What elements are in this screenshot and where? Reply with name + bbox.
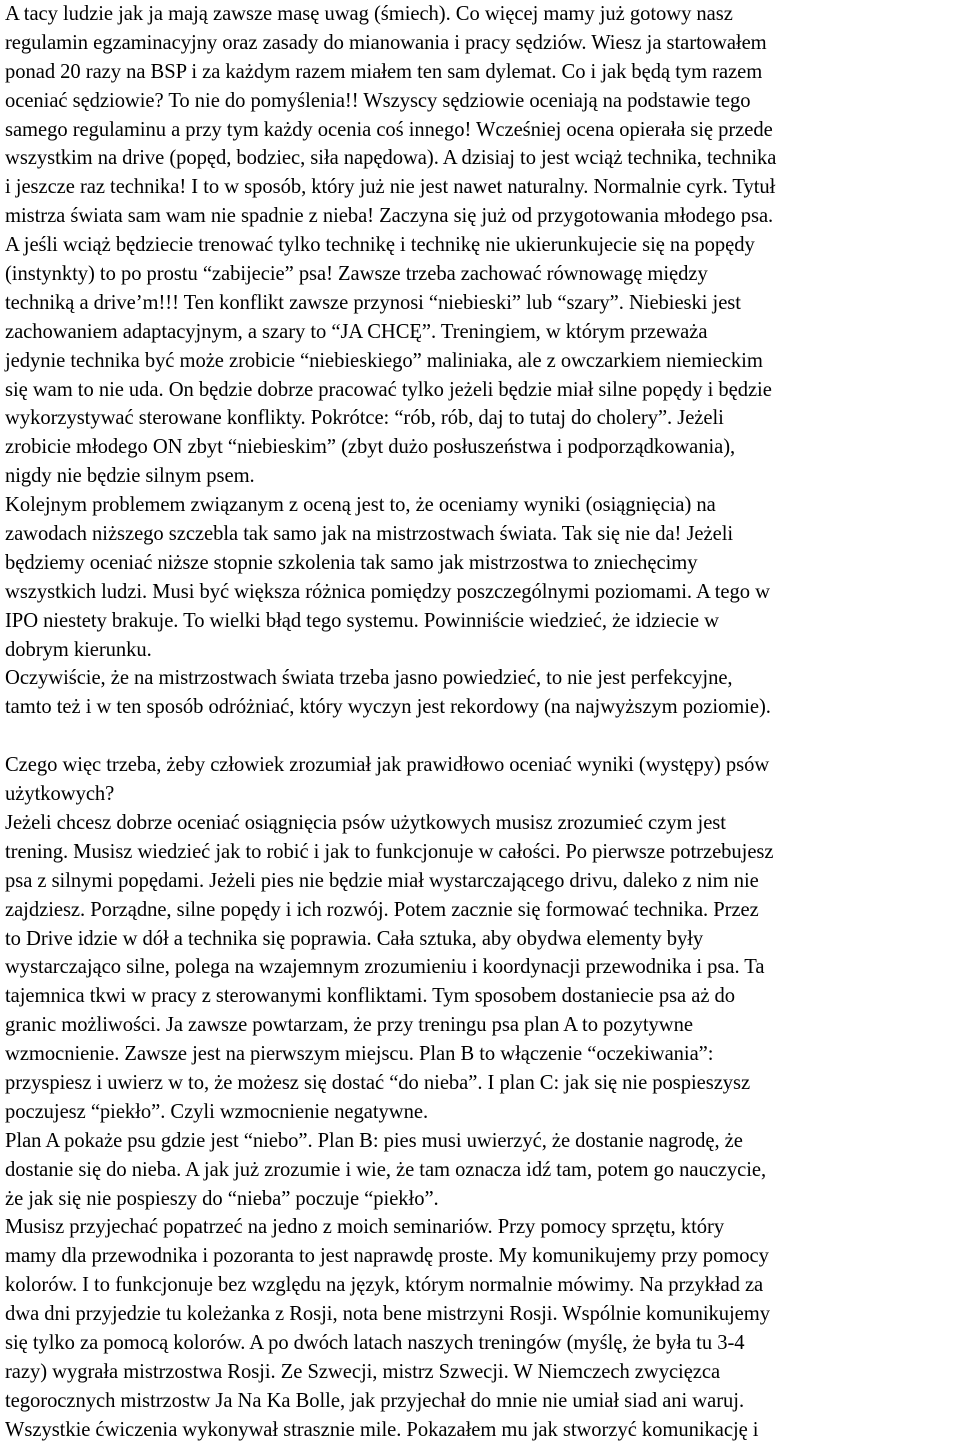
text-line: wszystkich ludzi. Musi być większa różnica pomiędzy poszczególnymi poziomami. A tego w	[5, 580, 770, 603]
text-line: techniką a drive’m!!! Ten konflikt zawsze przynosi “niebieski” lub “szary”. Niebieski jest	[5, 291, 741, 314]
paragraph	[5, 0, 957, 491]
text-line: to Drive idzie w dół a technika się poprawia. Cała sztuka, aby obydwa elementy były	[5, 927, 704, 950]
text-line: wystarczająco silne, polega na wzajemnym zrozumieniu i koordynacji przewodnika i psa. Ta	[5, 956, 765, 979]
blank-line	[5, 722, 957, 751]
paragraph	[5, 809, 957, 1127]
text-line: dobrym kierunku.	[5, 638, 152, 661]
text-line: tamto też i w ten sposób odróżniać, który wyczyn jest rekordowy (na najwyższym poziomie).	[5, 696, 771, 719]
text-line: Plan A pokaże psu gdzie jest “niebo”. Plan B: pies musi uwierzyć, że dostanie nagrodę, że	[5, 1129, 743, 1152]
text-line: zrobicie młodego ON zbyt “niebieskim” (zbyt dużo posłuszeństwa i podporządkowania),	[5, 436, 736, 459]
text-line: oceniać sędziowie? To nie do pomyślenia!! Wszyscy sędziowie oceniają na podstawie tego	[5, 89, 751, 112]
text-line: mistrza świata sam wam nie spadnie z nieba! Zaczyna się już od przygotowania młodego psa.	[5, 205, 774, 228]
paragraph	[5, 1213, 957, 1444]
text-line: użytkowych?	[5, 783, 115, 806]
text-line: się wam to nie uda. On będzie dobrze pracować tylko jeżeli będzie miał silne popędy i będzie	[5, 378, 772, 401]
text-line: psa z silnymi popędami. Jeżeli pies nie będzie miał wystarczającego drivu, daleko z nim nie	[5, 869, 759, 892]
text-line: kolorów. I to funkcjonuje bez względu na język, którym normalnie mówimy. Na przykład za	[5, 1274, 764, 1297]
text-line: A tacy ludzie jak ja mają zawsze masę uwag (śmiech). Co więcej mamy już gotowy nasz	[5, 3, 733, 25]
text-line: że jak się nie pospieszy do “nieba” poczuje “piekło”.	[5, 1187, 439, 1210]
text-line: wykorzystywać sterowane konflikty. Pokrótce: “rób, rób, daj to tutaj do cholery”. Jeżeli	[5, 407, 724, 430]
text-line: tajemnica tkwi w pracy z sterowanymi konfliktami. Tym sposobem dostaniecie psa aż do	[5, 985, 736, 1008]
text-line: Czego więc trzeba, żeby człowiek zrozumiał jak prawidłowo oceniać wyniki (występy) psów	[5, 754, 770, 777]
paragraph	[5, 664, 957, 722]
text-line: Oczywiście, że na mistrzostwach świata trzeba jasno powiedzieć, to nie jest perfekcyjne,	[5, 667, 733, 690]
text-line: się tylko za pomocą kolorów. A po dwóch latach naszych treningów (myślę, że była tu 3-4	[5, 1331, 745, 1354]
paragraph	[5, 751, 957, 809]
text-line: (instynkty) to po prostu “zabijecie” psa! Zawsze trzeba zachować równowagę między	[5, 263, 708, 286]
document-page	[5, 0, 957, 1445]
text-line: jedynie technika być może zrobicie “niebieskiego” maliniaka, ale z owczarkiem niemieckim	[5, 349, 763, 372]
text-line: trening. Musisz wiedzieć jak to robić i jak to funkcjonuje w całości. Po pierwsze potrzebujesz	[5, 840, 774, 863]
text-line: nigdy nie będzie silnym psem.	[5, 465, 255, 488]
text-line: ponad 20 razy na BSP i za każdym razem miałem ten sam dylemat. Co i jak będą tym razem	[5, 60, 763, 83]
text-line: wszystkim na drive (popęd, bodziec, siła napędowa). A dzisiaj to jest wciąż technika, technika	[5, 147, 777, 170]
text-line: będziemy oceniać niższe stopnie szkolenia tak samo jak mistrzostwa to zniechęcimy	[5, 551, 698, 574]
paragraph	[5, 1127, 957, 1214]
text-line: dostanie się do nieba. A jak już zrozumie i wie, że tam oznacza idź tam, potem go nauczycie,	[5, 1158, 767, 1181]
text-line: poczujesz “piekło”. Czyli wzmocnienie negatywne.	[5, 1100, 429, 1123]
text-line: Jeżeli chcesz dobrze oceniać osiągnięcia psów użytkowych musisz zrozumieć czym jest	[5, 811, 726, 834]
text-line: IPO niestety brakuje. To wielki błąd tego systemu. Powinniście wiedzieć, że idziecie w	[5, 609, 719, 632]
text-line: tegorocznych mistrzostw Ja Na Ka Bolle, jak przyjechał do mnie nie umiał siad ani waruj.	[5, 1389, 745, 1412]
paragraph	[5, 491, 957, 664]
text-line: mamy dla przewodnika i pozoranta to jest naprawdę proste. My komunikujemy przy pomocy	[5, 1245, 769, 1268]
text-line: samego regulaminu a przy tym każdy ocenia coś innego! Wcześniej ocena opierała się przede	[5, 118, 773, 141]
text-line: regulamin egzaminacyjny oraz zasady do mianowania i pracy sędziów. Wiesz ja startowałem	[5, 31, 767, 54]
text-line: Wszystkie ćwiczenia wykonywał strasznie mile. Pokazałem mu jak stworzyć komunikację i	[5, 1418, 759, 1441]
text-line: przyspiesz i uwierz w to, że możesz się dostać “do nieba”. I plan C: jak się nie pospieszysz	[5, 1071, 751, 1094]
text-line: wzmocnienie. Zawsze jest na pierwszym miejscu. Plan B to włączenie “oczekiwania”:	[5, 1043, 714, 1066]
text-line: zawodach niższego szczebla tak samo jak na mistrzostwach świata. Tak się nie da! Jeżeli	[5, 523, 734, 546]
text-line: i jeszcze raz technika! I to w sposób, który już nie jest nawet naturalny. Normalnie cyrk. Tytuł	[5, 176, 776, 199]
text-line: zajdziesz. Porządne, silne popędy i ich rozwój. Potem zacznie się formować technika. Przez	[5, 898, 759, 921]
text-line: zachowaniem adaptacyjnym, a szary to “JA CHCĘ”. Treningiem, w którym przeważa	[5, 320, 708, 343]
text-line: razy) wygrała mistrzostwa Rosji. Ze Szwecji, mistrz Szwecji. W Niemczech zwycięzca	[5, 1360, 721, 1383]
text-line: granic możliwości. Ja zawsze powtarzam, że przy treningu psa plan A to pozytywne	[5, 1014, 693, 1037]
text-line: Kolejnym problemem związanym z oceną jest to, że oceniamy wyniki (osiągnięcia) na	[5, 494, 716, 517]
text-line: A jeśli wciąż będziecie trenować tylko technikę i technikę nie ukierunkujecie się na popędy	[5, 234, 755, 257]
text-line: Musisz przyjechać popatrzeć na jedno z moich seminariów. Przy pomocy sprzętu, który	[5, 1216, 725, 1239]
text-line: dwa dni przyjedzie tu koleżanka z Rosji, nota bene mistrzyni Rosji. Wspólnie komunikujemy	[5, 1303, 770, 1326]
